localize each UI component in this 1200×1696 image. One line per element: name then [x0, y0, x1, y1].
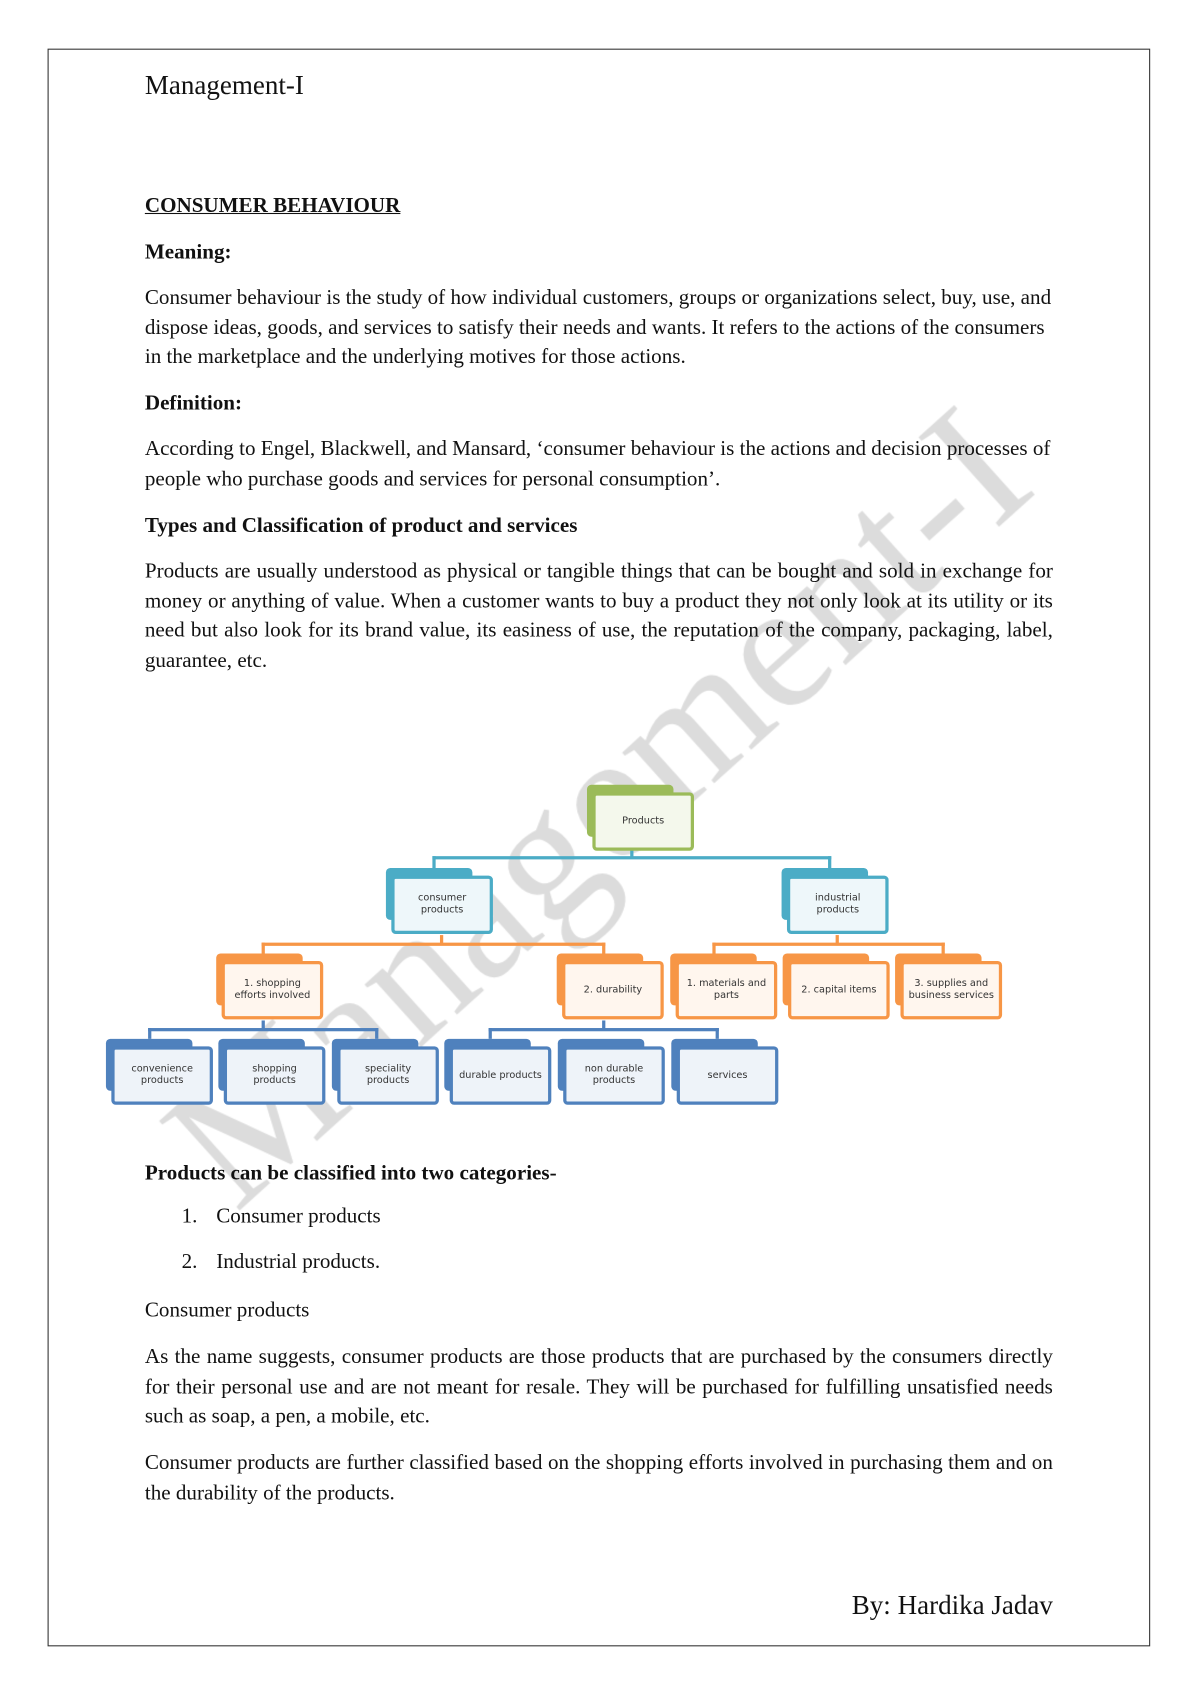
node-speciality-products: speciality products: [337, 1046, 432, 1104]
node-durable-products: durable products: [450, 1046, 545, 1104]
list-item: [181, 1205, 381, 1229]
node-capital-items: 2. capital items: [788, 961, 883, 1019]
consumer-products-heading: Consumer products: [144, 1299, 310, 1323]
connector-line: [375, 1028, 378, 1039]
types-text: Products are usually understood as physical or tangible things that can be bought and sold in exchange for money or anything of value. When a customer wants to buy a product they not only look at its utility or its need but also look for its brand value, its easiness of use, the reputation of the company, packaging, label, guarantee, etc.: [144, 559, 1053, 673]
footer-author: By: Hardika Jadav: [851, 1591, 1053, 1621]
node-non-durable-products: non durable products: [563, 1046, 658, 1104]
list-label: Consumer products: [216, 1205, 381, 1229]
node-shopping-products: shopping products: [224, 1046, 319, 1104]
connector-line: [716, 1028, 719, 1039]
node-supplies-services: 3. supplies and business services: [900, 961, 995, 1019]
definition-text: According to Engel, Blackwell, and Mansard, ‘consumer behaviour is the actions and decision processes of people who purchase goods and services for personal consumption’.: [144, 437, 1051, 491]
consumer-products-para2: Consumer products are further classified based on the shopping efforts involved in purchasing them and on the durability of the products.: [144, 1451, 1053, 1505]
node-services: services: [677, 1046, 772, 1104]
definition-heading: Definition:: [144, 392, 243, 416]
connector-line: [489, 1028, 719, 1031]
node-convenience-products: convenience products: [111, 1046, 206, 1104]
consumer-products-para1: As the name suggests, consumer products are those products that are purchased by the consumers directly for their personal use and are not meant for resale. They will be purchased for fulfilling unsatisfied needs such as soap, a pen, a mobile, etc.: [144, 1345, 1053, 1429]
types-heading: Types and Classification of product and services: [144, 514, 578, 538]
connector-line: [432, 856, 831, 859]
header-title: Management-I: [144, 71, 304, 101]
section-title: CONSUMER BEHAVIOUR: [144, 194, 401, 218]
connector-line: [262, 943, 606, 946]
meaning-heading: Meaning:: [144, 241, 232, 264]
meaning-text: Consumer behaviour is the study of how individual customers, groups or organizations select, buy, use, and dispose ideas, goods, and services to satisfy their needs and wants. It refers to the actions of the consumers in the marketplace and the underlying motives for those actions.: [144, 286, 1052, 370]
node-consumer-products: consumer products: [391, 876, 486, 934]
connector-line: [712, 943, 944, 946]
node-products: Products: [592, 792, 687, 850]
list-number: 1.: [181, 1205, 198, 1229]
list-label: Industrial products.: [216, 1250, 381, 1274]
connector-line: [489, 1028, 492, 1039]
list-item: [181, 1250, 381, 1275]
list-number: 2.: [181, 1250, 198, 1274]
node-materials-and-parts: 1. materials and parts: [676, 961, 771, 1019]
connector-line: [148, 1028, 378, 1031]
connector-line: [148, 1028, 151, 1039]
node-durability: 2. durability: [562, 961, 657, 1019]
categories-heading: Products can be classified into two categories-: [144, 1162, 557, 1185]
node-industrial-products: industrial products: [787, 876, 882, 934]
node-shopping-efforts: 1. shopping efforts involved: [222, 961, 317, 1019]
